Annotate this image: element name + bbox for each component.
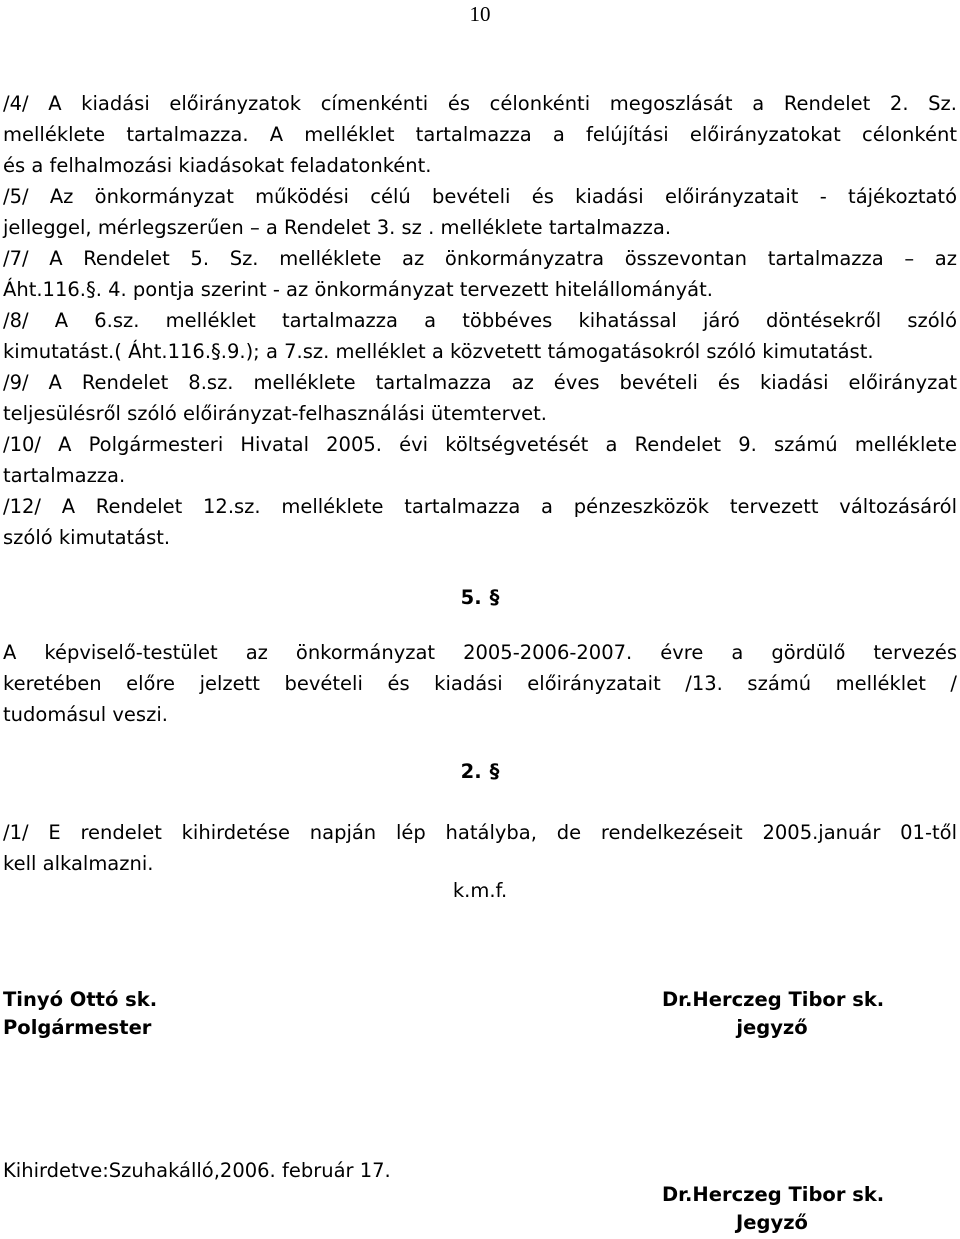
paragraph-10 — [3, 429, 957, 491]
text-line: kell alkalmazni. — [3, 852, 154, 875]
paragraph-8 — [3, 305, 957, 367]
paragraph-sign: § — [489, 586, 500, 609]
signer-title: jegyző — [736, 1016, 808, 1039]
paragraph-12 — [3, 491, 957, 553]
signature-mayor — [3, 986, 157, 1042]
signer-name: Dr.Herczeg Tibor sk. — [662, 1183, 885, 1206]
text-line: /5/ Az önkormányzat működési célú bevételi és kiadási előirányzatait - tájékoztató — [3, 185, 957, 208]
paragraph-sign: § — [489, 760, 500, 783]
signer-name: Tinyó Ottó sk. — [3, 988, 158, 1011]
text-line: melléklete tartalmazza. A melléklet tartalmazza a felújítási előirányzatokat célonként — [3, 123, 957, 146]
text-line: tartalmazza. — [3, 464, 126, 487]
page-number: 10 — [469, 2, 491, 26]
publication-note: Kihirdetve:Szuhakálló,2006. február 17. — [3, 1159, 391, 1182]
section-2-body — [3, 817, 957, 879]
text-line: /7/ A Rendelet 5. Sz. melléklete az önkormányzatra összevontan tartalmazza – az — [3, 247, 957, 270]
signature-notary — [662, 986, 885, 1042]
kmf-note: k.m.f. — [452, 879, 508, 902]
section-number: 5. — [460, 586, 482, 609]
text-line: és a felhalmozási kiadásokat feladatonként. — [3, 154, 432, 177]
signer-title: Jegyző — [736, 1211, 808, 1234]
section-heading-5 — [0, 583, 960, 613]
paragraph-9 — [3, 367, 957, 429]
signer-name: Dr.Herczeg Tibor sk. — [662, 988, 885, 1011]
section-5-body — [3, 637, 957, 730]
text-line: /1/ E rendelet kihirdetése napján lép hatályba, de rendelkezéseit 2005.január 01-től — [3, 821, 957, 844]
text-line: A képviselő-testület az önkormányzat 2005-2006-2007. évre a gördülő tervezés — [3, 641, 957, 664]
text-line: /4/ A kiadási előirányzatok címenkénti és célonkénti megoszlását a Rendelet 2. Sz. — [3, 92, 957, 115]
text-line: /10/ A Polgármesteri Hivatal 2005. évi költségvetését a Rendelet 9. számú melléklete — [3, 433, 957, 456]
text-line: kimutatást.( Áht.116.§.9.); a 7.sz. melléklet a közvetett támogatásokról szóló kimutatást. — [3, 340, 874, 363]
text-line: keretében előre jelzett bevételi és kiadási előirányzatait /13. számú melléklet / — [3, 672, 957, 695]
text-line: /9/ A Rendelet 8.sz. melléklete tartalmazza az éves bevételi és kiadási előirányzat — [3, 371, 957, 394]
text-line: /8/ A 6.sz. melléklet tartalmazza a többéves kihatással járó döntésekről szóló — [3, 309, 957, 332]
section-heading-2 — [0, 757, 960, 787]
text-line: jelleggel, mérlegszerűen – a Rendelet 3. sz . melléklete tartalmazza. — [3, 216, 672, 239]
text-line: /12/ A Rendelet 12.sz. melléklete tartalmazza a pénzeszközök tervezett változásáról — [3, 495, 957, 518]
paragraph-5 — [3, 181, 957, 243]
paragraph-7 — [3, 243, 957, 305]
text-line: szóló kimutatást. — [3, 526, 171, 549]
signer-title: Polgármester — [3, 1016, 152, 1039]
final-signature-notary — [662, 1181, 885, 1237]
text-line: Áht.116.§. 4. pontja szerint - az önkormányzat tervezett hitelállományát. — [3, 278, 713, 301]
text-line: tudomásul veszi. — [3, 703, 168, 726]
text-line: teljesülésről szóló előirányzat-felhasználási ütemtervet. — [3, 402, 547, 425]
section-number: 2. — [460, 760, 482, 783]
paragraph-4 — [3, 88, 957, 181]
